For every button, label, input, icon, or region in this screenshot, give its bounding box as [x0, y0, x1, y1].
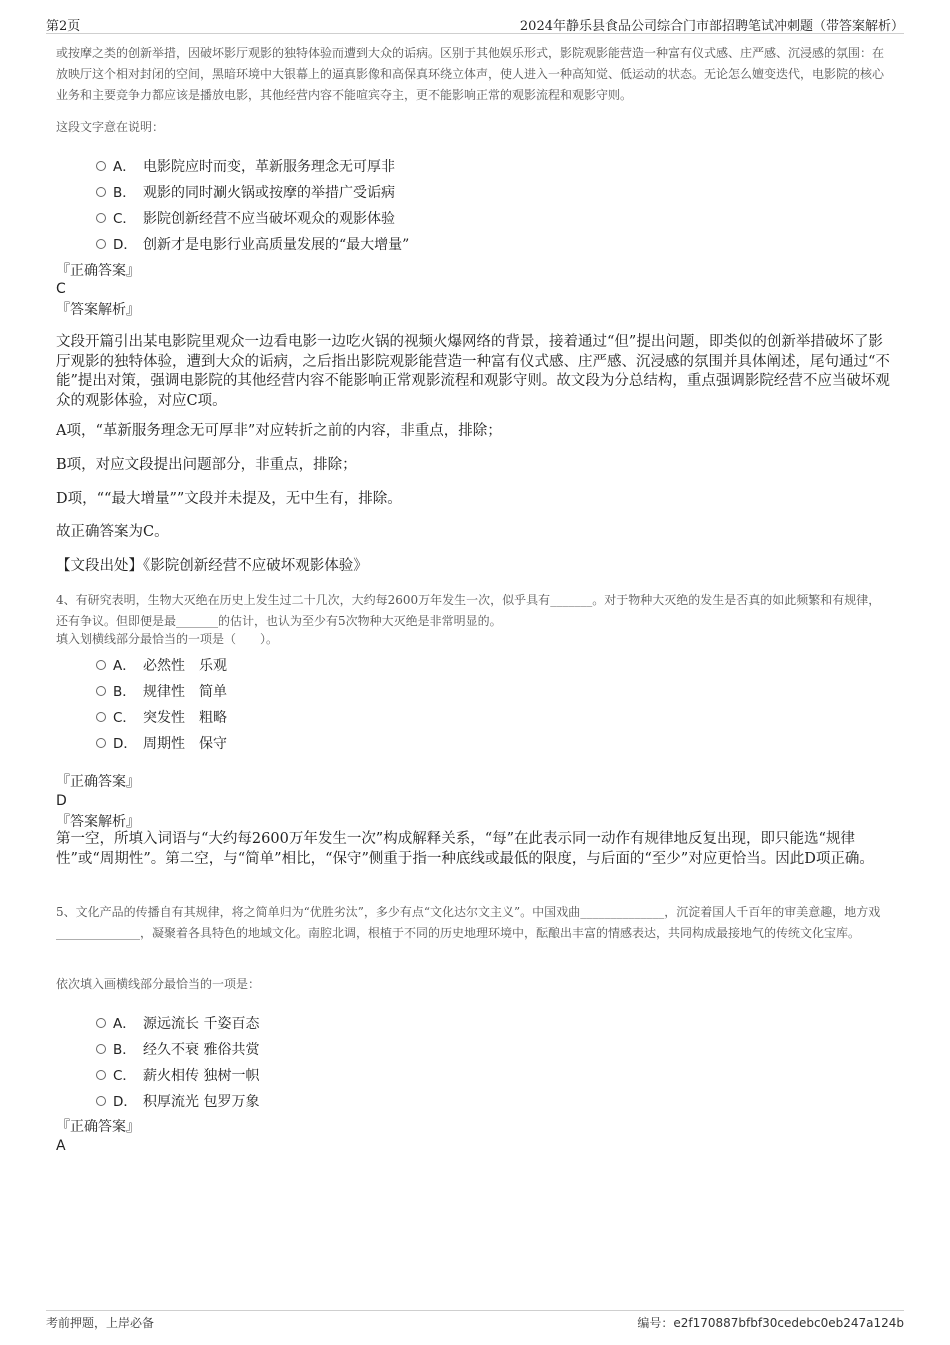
q5-option-a[interactable]: A． 源远流长 千姿百态 — [96, 1012, 259, 1032]
radio-icon[interactable] — [96, 660, 106, 670]
radio-icon[interactable] — [96, 213, 106, 223]
radio-icon[interactable] — [96, 1070, 106, 1080]
q4-analysis-label: 『答案解析』 — [56, 814, 140, 830]
q4-answer-label: 『正确答案』 — [56, 774, 140, 790]
radio-icon[interactable] — [96, 187, 106, 197]
q3-answer-label: 『正确答案』 — [56, 263, 140, 279]
blank: _______ — [550, 593, 593, 607]
q5-stem: 5、文化产品的传播自有其规律，将之简单归为“优胜劣汰”，多少有点“文化达尔文主义”。中国戏曲______________，沉淀着国人千百年的审美意趣，地方戏______________，凝聚着各具特色的地域文化。南腔北调，根植于不同的历史地理环境中，酝酿出丰富的情感表达，共同构成最接地气的传统文化宝库。 — [56, 905, 881, 940]
q3-passage: 或按摩之类的创新举措，因破坏影厅观影的独特体验而遭到大众的诟病。区别于其他娱乐形式，影院观影能营造一种富有仪式感、庄严感、沉浸感的氛围：在放映厅这个相对封闭的空间，黑暗环境中大银幕上的逼真影像和高保真环绕立体声，使人进入一种高知觉、低运动的状态。无论怎么嬗变迭代，电影院的核心业务和主要竞争力都应该是播放电影，其他经营内容不能喧宾夺主，更不能影响正常的观影流程和观影守则。 — [56, 46, 885, 102]
page-header — [46, 15, 904, 33]
q5-option-b[interactable]: B． 经久不衰 雅俗共赏 — [96, 1038, 259, 1058]
document-title: 2024年静乐县食品公司综合门市部招聘笔试冲刺题（带答案解析） — [519, 19, 904, 34]
header-divider — [46, 33, 904, 34]
blank: _______ — [176, 614, 219, 628]
radio-icon[interactable] — [96, 738, 106, 748]
q5-option-d[interactable]: D． 积厚流光 包罗万象 — [96, 1090, 259, 1110]
q4-stem: 4、有研究表明，生物大灭绝在历史上发生过二十几次，大约每2600万年发生一次，似乎具有_______。对于物种大灭绝的发生是否真的如此频繁和有规律，还有争议。但即便是最_______的估计，也认为至少有5次物种大灭绝是非常明显的。 — [56, 593, 881, 628]
q3-analysis-b: B项，对应文段提出问题部分，非重点，排除； — [56, 457, 357, 473]
q3-conclusion: 故正确答案为C。 — [56, 524, 169, 540]
q3-prompt: 这段文字意在说明： — [56, 120, 165, 134]
q4-option-b[interactable]: B． 规律性 简单 — [96, 680, 227, 700]
footer-divider — [46, 1310, 904, 1311]
page-number: 第2页 — [46, 19, 81, 34]
q5-prompt: 依次填入画横线部分最恰当的一项是： — [56, 977, 261, 991]
q5-answer-label: 『正确答案』 — [56, 1119, 140, 1135]
blank: ______________ — [580, 905, 665, 919]
q3-analysis-d: D项，““最大增量””文段并未提及，无中生有，排除。 — [56, 491, 402, 507]
q5-option-c[interactable]: C． 薪火相传 独树一帜 — [96, 1064, 259, 1084]
q4-answer: D — [56, 793, 67, 809]
radio-icon[interactable] — [96, 1096, 106, 1106]
q4-prompt: 填入划横线部分最恰当的一项是（ ）。 — [56, 632, 279, 646]
q5-answer: A — [56, 1138, 66, 1154]
document-code: 编号：e2f170887bfbf30cedebc0eb247a124b — [637, 1316, 904, 1330]
q3-answer: C — [56, 281, 66, 297]
q3-source: 【文段出处】《影院创新经营不应破坏观影体验》 — [56, 558, 368, 574]
q4-analysis: 第一空，所填入词语与“大约每2600万年发生一次”构成解释关系，“每”在此表示同一动作有规律地反复出现，即只能选“规律性”或“周期性”。第二空，与“简单”相比，“保守”侧重于指一种底线或最低的限度，与后面的“至少”对应更恰当。因此D项正确。 — [56, 831, 874, 867]
q3-option-c[interactable]: C． 影院创新经营不应当破坏观众的观影体验 — [96, 207, 395, 227]
radio-icon[interactable] — [96, 686, 106, 696]
q3-analysis-a: A项，“革新服务理念无可厚非”对应转折之前的内容，非重点，排除； — [56, 423, 502, 439]
blank: ______________ — [56, 926, 140, 940]
radio-icon[interactable] — [96, 712, 106, 722]
q3-option-b[interactable]: B． 观影的同时涮火锅或按摩的举措广受诟病 — [96, 181, 395, 201]
footer-slogan: 考前押题，上岸必备 — [46, 1316, 155, 1330]
q3-option-d[interactable]: D． 创新才是电影行业高质量发展的“最大增量” — [96, 233, 409, 253]
q3-analysis-label: 『答案解析』 — [56, 302, 140, 318]
q4-option-d[interactable]: D． 周期性 保守 — [96, 732, 227, 752]
q4-option-c[interactable]: C． 突发性 粗略 — [96, 706, 227, 726]
radio-icon[interactable] — [96, 1044, 106, 1054]
q3-analysis-main: 文段开篇引出某电影院里观众一边看电影一边吃火锅的视频火爆网络的背景，接着通过“但”提出问题，即类似的创新举措破坏了影厅观影的独特体验，遭到大众的诟病，之后指出影院观影能营造一种富有仪式感、庄严感、沉浸感的氛围并具体阐述，尾句通过“不能”提出对策，强调电影院的其他经营内容不能影响正常观影流程和观影守则。故文段为分总结构，重点强调影院经营不应当破坏观众的观影体验，对应C项。 — [56, 334, 890, 409]
radio-icon[interactable] — [96, 1018, 106, 1028]
radio-icon[interactable] — [96, 161, 106, 171]
q4-option-a[interactable]: A． 必然性 乐观 — [96, 654, 227, 674]
q3-option-a[interactable]: A． 电影院应时而变，革新服务理念无可厚非 — [96, 155, 395, 175]
radio-icon[interactable] — [96, 239, 106, 249]
